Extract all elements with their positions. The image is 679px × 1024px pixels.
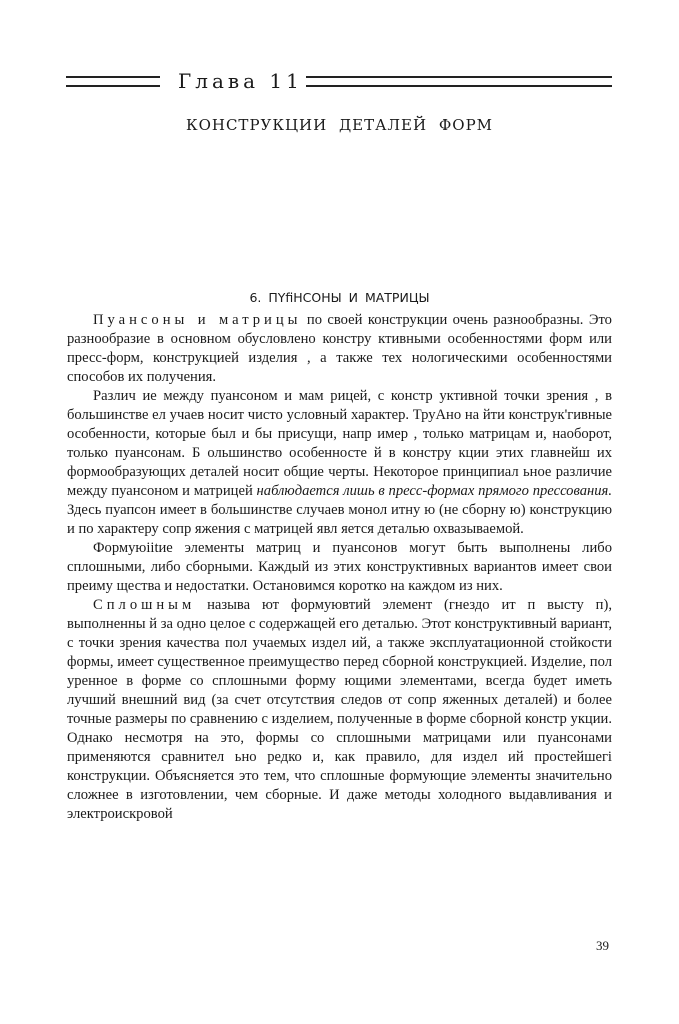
decorative-rule [306, 76, 612, 78]
decorative-rule [66, 76, 160, 78]
section-title: 6. ПYfiНСОНЫ И МАТРИЦЫ [249, 290, 430, 305]
paragraph-text: Различ ие между пуансоном и мам рицей, с констр уктивной точки зрения , в большинстве ел учаев носит чисто условный характер. ТруАно на йти конструк'гивные особенности, которые был и бы присущи, напр имер , только матрицам и, наоборот, только пуансонам. Б ольшинство особенносте й в констру кции этих главнейш их формообразующих деталей носит общие черты. Некоторое принципиал ьное различие между пуансоном и матрицей [67, 388, 612, 499]
paragraph [67, 596, 612, 824]
spaced-term: Сплошным [93, 597, 196, 613]
body-text [67, 311, 612, 824]
paragraph-text: называ ют формуювтий элемент (гнездо ит п высту п), выполненны й за одно целое с содержащей его деталью. Этот конструктивный вариант, с точки зрения качества пол учаемых издел ий, а также эксплуатационной стойкости формы, имеет существенное преимущество перед сборной конструкцией. Изделие, пол уренное в форме со сплошными форму ющими элементами, всегда будет иметь лучший внешний вид (за счет отсутствия следов от сопр яженных деталей) и более точные размеры по сравнению с изделием, полученные в форме сборной констр укции. Однако несмотря на это, формы со сплошными матрицами или пуансонами применяются сравнител ьно редко и, как правило, для издел ий простейшегi конструкции. Объясняется это тем, что сплошные формующие элементы значительно сложнее в изготовлении, чем сборные. И даже методы холодного выдавливания и электроискровой [67, 597, 612, 822]
chapter-heading [66, 66, 614, 96]
decorative-rule [306, 85, 612, 87]
spaced-term: Пуансоны и матрицы [93, 312, 302, 328]
decorative-rule [66, 85, 160, 87]
paragraph-text: Здесь пуапсон имеет в большинстве случаев монол итну ю (не сборну ю) конструкцию и по характеру сопр яжения с матрицей явл яется деталью охвазываемой. [67, 502, 612, 537]
paragraph-text: Формуюiitие элементы матриц и пуансонов могут быть выполнены либо сплошными, либо сборными. Каждый из этих конструктивных вариантов имеет свои преиму щества и недостатки. Остановимся коротко на каждом из них. [67, 540, 612, 594]
paragraph [67, 539, 612, 596]
chapter-label: Глава 11 [178, 69, 303, 93]
paragraph-text: по своей конструкции очень разнообразны. Это разнообразие в основном обусловлено констру ктивными особенностями форм или пресс-форм, конструкцией изделия , а также тех нологическими особенностями способов их получения. [67, 312, 612, 385]
paragraph [67, 311, 612, 387]
italic-phrase: наблюдается лишь в пресс-формах прямого прессования. [256, 483, 612, 499]
paragraph [67, 387, 612, 539]
chapter-title: КОНСТРУКЦИИ ДЕТАЛЕЙ ФОРМ [185, 116, 494, 134]
page-number: 39 [596, 938, 609, 953]
